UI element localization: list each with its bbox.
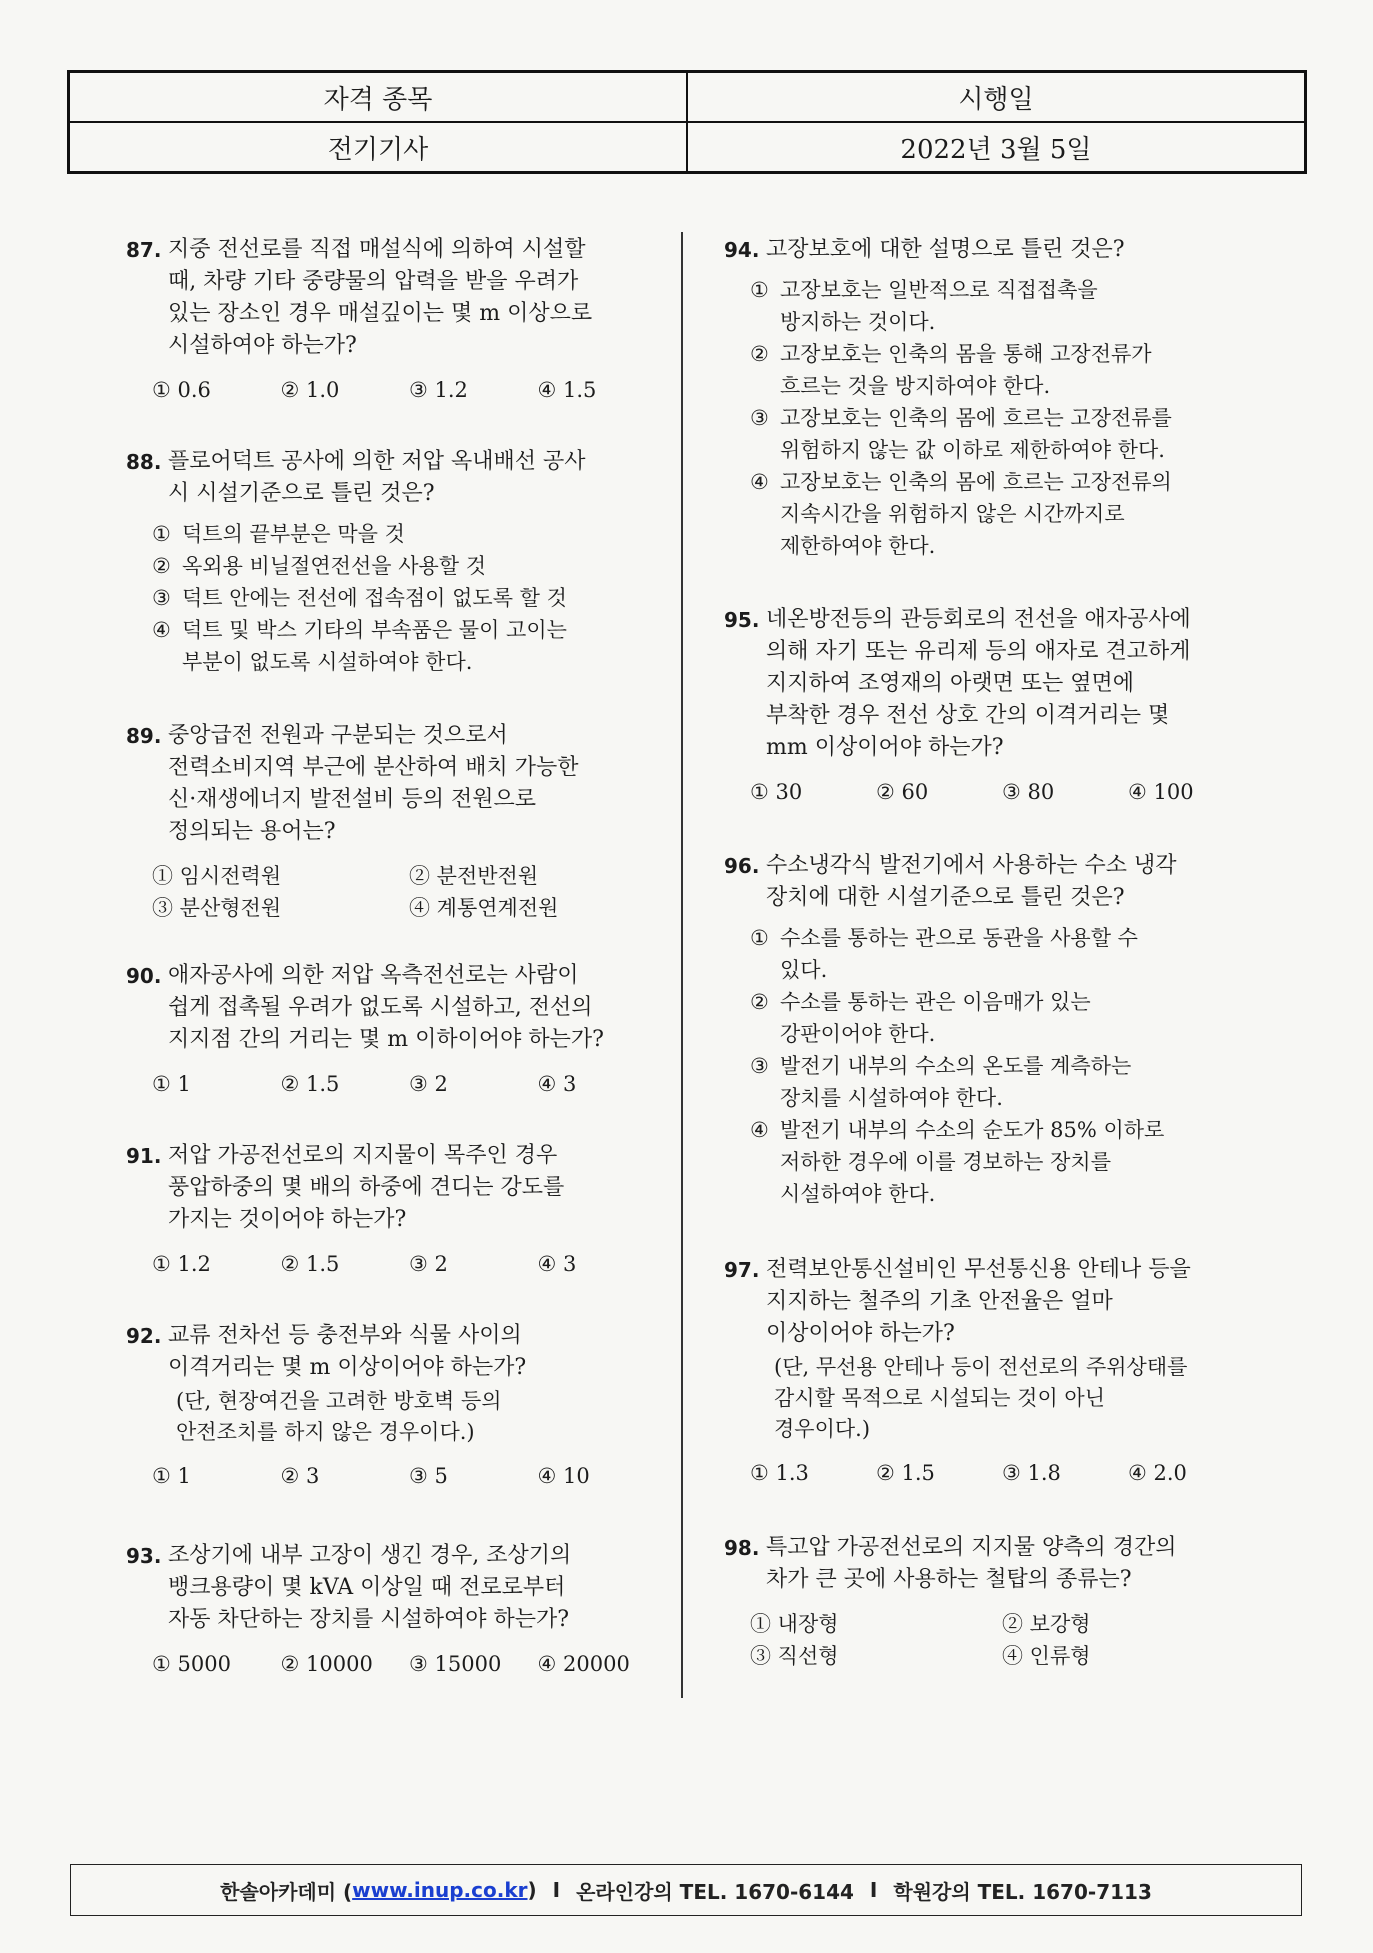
choice-1: ① 1 <box>152 1464 191 1488</box>
question-93 <box>126 1540 666 1680</box>
choice-2 <box>152 550 666 582</box>
question-92 <box>126 1320 666 1492</box>
choice-4 <box>750 466 1254 562</box>
choice-3: ③ 1.8 <box>1002 1461 1061 1485</box>
choice-marker: ③ <box>750 406 769 430</box>
question-91 <box>126 1140 666 1280</box>
choice-3: ③ 80 <box>1002 780 1055 804</box>
choice-3 <box>750 1050 1254 1114</box>
question-87 <box>126 234 666 406</box>
question-89 <box>126 720 666 924</box>
choice-3: ③ 직선형 <box>750 1644 839 1668</box>
choice-3: ③ 1.2 <box>409 378 468 402</box>
choice-text: 옥외용 비닐절연전선을 사용할 것 <box>182 554 487 578</box>
choice-1 <box>152 518 666 550</box>
question-number: 91. <box>126 1144 162 1168</box>
choice-1: ① 30 <box>750 780 803 804</box>
choice-list <box>126 374 666 406</box>
choice-3: ③ 분산형전원 <box>152 896 282 920</box>
choice-marker: ③ <box>152 586 171 610</box>
question-text: 애자공사에 의한 저압 옥측전선로는 사람이 쉽게 접촉될 우려가 없도록 시설하고, 전선의 지지점 간의 거리는 몇 m 이하이어야 하는가? <box>168 963 604 1052</box>
choice-2: ② 1.5 <box>876 1461 935 1485</box>
choice-1 <box>750 274 1254 338</box>
choice-2: ② 10000 <box>280 1652 373 1676</box>
choice-list <box>724 1608 1254 1672</box>
footer-separator: I <box>869 1878 878 1902</box>
choice-text: 발전기 내부의 수소의 순도가 85% 이하로 저하한 경우에 이를 경보하는 장치를 시설하여야 한다. <box>780 1118 1165 1206</box>
choice-marker: ④ <box>152 618 171 642</box>
choice-text: 덕트 및 박스 기타의 부속품은 물이 고이는 부분이 없도록 시설하여야 한다. <box>182 618 567 674</box>
choice-2: ② 분전반전원 <box>409 864 539 888</box>
question-number: 98. <box>724 1536 760 1560</box>
question-number: 96. <box>724 854 760 878</box>
choice-marker: ③ <box>750 1054 769 1078</box>
choice-2 <box>750 986 1254 1050</box>
choice-1: ① 임시전력원 <box>152 864 282 888</box>
choice-2: ② 보강형 <box>1002 1612 1091 1636</box>
choice-3: ③ 5 <box>409 1464 448 1488</box>
choice-list <box>724 274 1254 562</box>
footer-brand: 한솔아카데미 ( <box>220 1879 353 1904</box>
choice-text: 덕트의 끝부분은 막을 것 <box>182 522 405 546</box>
choice-4: ④ 인류형 <box>1002 1644 1091 1668</box>
question-text: 수소냉각식 발전기에서 사용하는 수소 냉각 장치에 대한 시설기준으로 틀린 것은? <box>766 853 1177 910</box>
footer-banner <box>70 1864 1302 1916</box>
choice-1: ① 1.2 <box>152 1252 211 1276</box>
choice-4 <box>750 1114 1254 1210</box>
question-text: 네온방전등의 관등회로의 전선을 애자공사에 의해 자기 또는 유리제 등의 애자로 견고하게 지지하여 조영재의 아랫면 또는 옆면에 부착한 경우 전선 상호 간의 이격거리는 몇 mm 이상이어야 하는가? <box>766 607 1191 760</box>
question-number: 95. <box>724 608 760 632</box>
choice-1: ① 5000 <box>152 1652 231 1676</box>
choice-4: ④ 20000 <box>537 1652 630 1676</box>
choice-4: ④ 10 <box>537 1464 590 1488</box>
question-text: 조상기에 내부 고장이 생긴 경우, 조상기의 뱅크용량이 몇 kVA 이상일 때 전로로부터 자동 차단하는 장치를 시설하여야 하는가? <box>168 1543 572 1632</box>
choice-4: ④ 2.0 <box>1128 1461 1187 1485</box>
footer-website-link[interactable]: www.inup.co.kr <box>352 1878 528 1902</box>
question-95 <box>724 604 1254 808</box>
footer-brand-close: ) <box>527 1878 537 1902</box>
choice-marker: ② <box>750 990 769 1014</box>
choice-marker: ② <box>152 554 171 578</box>
header-col2-title: 시행일 <box>687 72 1306 123</box>
choice-text: 수소를 통하는 관은 이음매가 있는 강판이어야 한다. <box>780 990 1091 1046</box>
choice-4: ④ 계통연계전원 <box>409 896 559 920</box>
choice-3 <box>750 402 1254 466</box>
choice-1: ① 1 <box>152 1072 191 1096</box>
footer-online-phone: 온라인강의 TEL. 1670-6144 <box>576 1879 854 1904</box>
question-text: 플로어덕트 공사에 의한 저압 옥내배선 공사 시 시설기준으로 틀린 것은? <box>168 449 586 506</box>
question-note: (단, 현장여건을 고려한 방호벽 등의 안전조치를 하지 않은 경우이다.) <box>176 1389 502 1444</box>
choice-marker: ④ <box>750 470 769 494</box>
choice-text: 고장보호는 인축의 몸에 흐르는 고장전류를 위험하지 않는 값 이하로 제한하여야 한다. <box>780 406 1172 462</box>
question-number: 87. <box>126 238 162 262</box>
question-97 <box>724 1254 1254 1489</box>
choice-list <box>724 922 1254 1210</box>
choice-list <box>126 1648 666 1680</box>
question-88 <box>126 446 666 678</box>
question-text: 교류 전차선 등 충전부와 식물 사이의 이격거리는 몇 m 이상이어야 하는가? <box>168 1323 527 1380</box>
question-text: 특고압 가공전선로의 지지물 양측의 경간의 차가 큰 곳에 사용하는 철탑의 종류는? <box>766 1535 1177 1592</box>
choice-list <box>126 518 666 678</box>
choice-list <box>724 776 1254 808</box>
choice-text: 고장보호는 인축의 몸을 통해 고장전류가 흐르는 것을 방지하여야 한다. <box>780 342 1152 398</box>
choice-text: 고장보호는 인축의 몸에 흐르는 고장전류의 지속시간을 위험하지 않은 시간까지로 제한하여야 한다. <box>780 470 1172 558</box>
question-number: 92. <box>126 1324 162 1348</box>
choice-4 <box>152 614 666 678</box>
question-text: 전력보안통신설비인 무선통신용 안테나 등을 지지하는 철주의 기초 안전율은 얼마 이상이어야 하는가? <box>766 1257 1191 1346</box>
footer-offline-phone: 학원강의 TEL. 1670-7113 <box>893 1879 1152 1904</box>
choice-1 <box>750 922 1254 986</box>
choice-3: ③ 2 <box>409 1252 448 1276</box>
choice-1: ① 내장형 <box>750 1612 839 1636</box>
exam-date: 2022년 3월 5일 <box>687 122 1306 173</box>
question-number: 97. <box>724 1258 760 1282</box>
choice-3 <box>152 582 666 614</box>
choice-text: 수소를 통하는 관으로 동관을 사용할 수 있다. <box>780 926 1138 982</box>
choice-2: ② 1.0 <box>280 378 340 402</box>
choice-marker: ④ <box>750 1118 769 1142</box>
header-col1-title: 자격 종목 <box>69 72 688 123</box>
choice-list <box>126 1068 666 1100</box>
choice-text: 고장보호는 일반적으로 직접접촉을 방지하는 것이다. <box>780 278 1098 334</box>
footer-separator: I <box>552 1878 561 1902</box>
question-number: 88. <box>126 450 162 474</box>
choice-4: ④ 3 <box>537 1072 577 1096</box>
question-text: 고장보호에 대한 설명으로 틀린 것은? <box>766 237 1125 262</box>
choice-2: ② 3 <box>280 1464 320 1488</box>
choice-text: 덕트 안에는 전선에 접속점이 없도록 할 것 <box>182 586 567 610</box>
choice-3: ③ 15000 <box>409 1652 502 1676</box>
choice-1: ① 0.6 <box>152 378 211 402</box>
question-number: 90. <box>126 964 162 988</box>
column-divider <box>681 232 683 1698</box>
exam-subject: 전기기사 <box>69 122 688 173</box>
choice-list <box>126 1460 666 1492</box>
choice-list <box>724 1457 1254 1489</box>
question-96 <box>724 850 1254 1210</box>
question-number: 93. <box>126 1544 162 1568</box>
choice-4: ④ 3 <box>537 1252 577 1276</box>
exam-header-table <box>67 70 1307 174</box>
choice-1: ① 1.3 <box>750 1461 809 1485</box>
question-note: (단, 무선용 안테나 등이 전선로의 주위상태를 감시할 목적으로 시설되는 것이 아닌 경우이다.) <box>774 1355 1188 1441</box>
choice-2 <box>750 338 1254 402</box>
choice-3: ③ 2 <box>409 1072 448 1096</box>
choice-2: ② 1.5 <box>280 1072 340 1096</box>
question-text: 지중 전선로를 직접 매설식에 의하여 시설할 때, 차량 기타 중량물의 압력을 받을 우려가 있는 장소인 경우 매설깊이는 몇 m 이상으로 시설하여야 하는가? <box>168 237 593 358</box>
choice-marker: ① <box>152 522 171 546</box>
question-94 <box>724 234 1254 562</box>
choice-4: ④ 1.5 <box>537 378 597 402</box>
choice-list <box>126 860 666 924</box>
choice-4: ④ 100 <box>1128 780 1194 804</box>
question-90 <box>126 960 666 1100</box>
question-number: 89. <box>126 724 162 748</box>
choice-2: ② 1.5 <box>280 1252 340 1276</box>
question-text: 저압 가공전선로의 지지물이 목주인 경우 풍압하중의 몇 배의 하중에 견디는 강도를 가지는 것이어야 하는가? <box>168 1143 565 1232</box>
question-98 <box>724 1532 1254 1672</box>
choice-text: 발전기 내부의 수소의 온도를 계측하는 장치를 시설하여야 한다. <box>780 1054 1132 1110</box>
choice-marker: ① <box>750 926 769 950</box>
question-number: 94. <box>724 238 760 262</box>
choice-marker: ① <box>750 278 769 302</box>
choice-marker: ② <box>750 342 769 366</box>
choice-2: ② 60 <box>876 780 929 804</box>
choice-list <box>126 1248 666 1280</box>
question-text: 중앙급전 전원과 구분되는 것으로서 전력소비지역 부근에 분산하여 배치 가능한 신·재생에너지 발전설비 등의 전원으로 정의되는 용어는? <box>168 723 579 844</box>
